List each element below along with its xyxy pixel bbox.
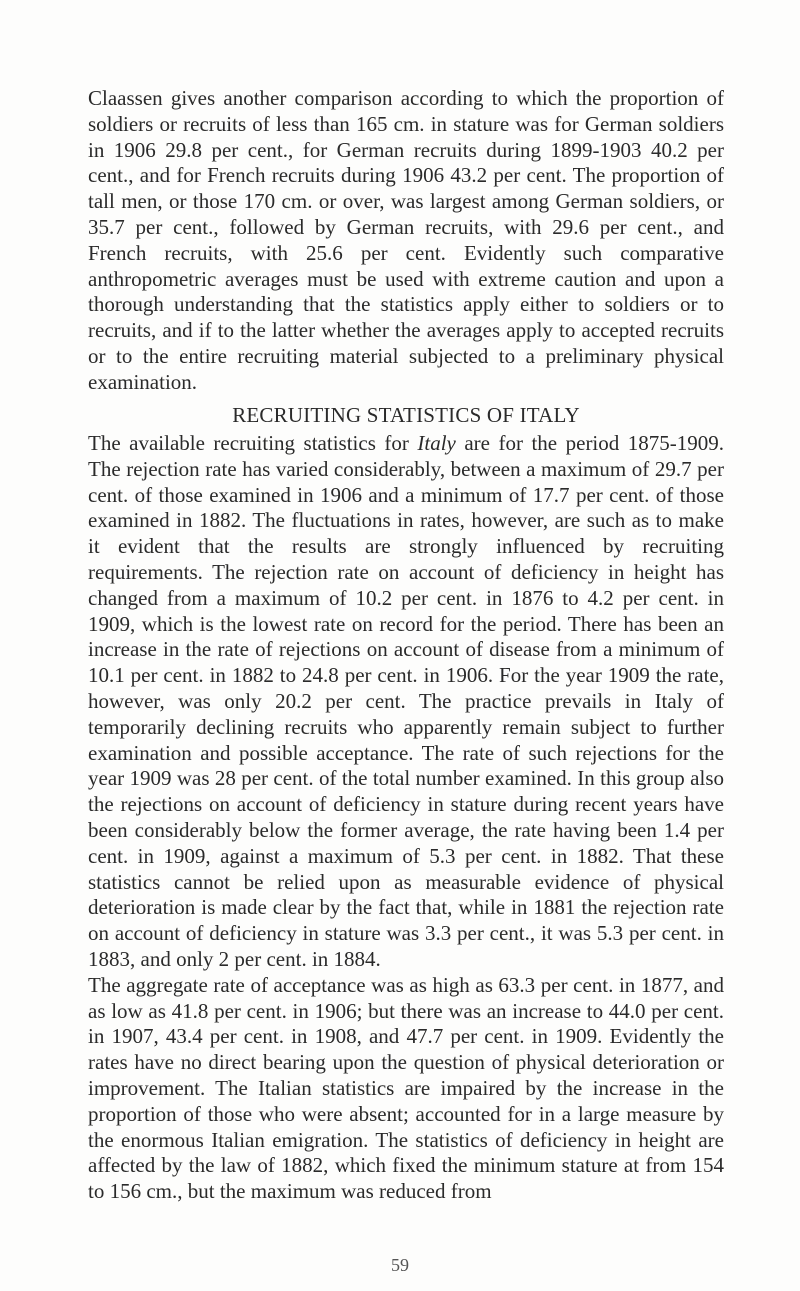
paragraph-text: Claassen gives another comparison according to which the proportion of soldiers or recruits of less than 165 cm. in stature was for German soldiers in 1906 29.8 per cent., for German recruits during 1899-1903 40.2 per cent., and for French recruits during 1906 43.2 per cent. The proportion of tall men, or those 170 cm. or over, was largest among German soldiers, or 35.7 per cent., followed by German recruits, with 29.6 per cent., and French recruits, with 25.6 per cent. Evidently such comparative anthropometric averages must be used with extreme caution and upon a thorough understanding that the statistics apply either to soldiers or to recruits, and if to the latter whether the averages apply to accepted recruits or to the entire recruiting material subjected to a preliminary physical examination. bbox=[88, 86, 724, 394]
paragraph-acceptance-rate: The aggregate rate of acceptance was as high as 63.3 per cent. in 1877, and as low as 41.8 per cent. in 1906; but there was an increase to 44.0 per cent. in 1907, 43.4 per cent. in 1908, and 47.7 per cent. in 1909. Evidently the rates have no direct bearing upon the question of physical deterioration or improvement. The Italian statistics are impaired by the increase in the proportion of those who were absent; accounted for in a large measure by the enormous Italian emigration. The statistics of deficiency in height are affected by the law of 1882, which fixed the minimum stature at from 154 to 156 cm., but the maximum was reduced from bbox=[88, 972, 724, 1204]
paragraph-text bbox=[88, 431, 724, 973]
paragraph-text-start: The available recruiting statistics for bbox=[88, 431, 418, 455]
paragraph-claassen-comparison bbox=[88, 86, 724, 396]
italic-country-name: Italy bbox=[417, 431, 456, 455]
paragraph-italy-statistics bbox=[88, 431, 724, 1205]
section-heading: RECRUITING STATISTICS OF ITALY bbox=[232, 403, 580, 427]
page-number: 59 bbox=[391, 1255, 409, 1275]
paragraph-text-rest: are for the period 1875-1909. The rejection rate has varied considerably, between a maximum of 29.7 per cent. of those examined in 1906 and a minimum of 17.7 per cent. of those examined in 1882. The fluctuations in rates, however, are such as to make it evident that the results are strongly influenced by recruiting requirements. The rejection rate on account of deficiency in height has changed from a maximum of 10.2 per cent. in 1876 to 4.2 per cent. in 1909, which is the lowest rate on record for the period. There has been an increase in the rate of rejections on account of disease from a minimum of 10.1 per cent. in 1882 to 24.8 per cent. in 1906. For the year 1909 the rate, however, was only 20.2 per cent. The practice prevails in Italy of temporarily declining recruits who apparently remain subject to further examination and possible acceptance. The rate of such rejections for the year 1909 was 28 per cent. of the total number examined. In this group also the rejections on account of deficiency in stature during recent years have been considerably below the former average, the rate having been 1.4 per cent. in 1909, against a maximum of 5.3 per cent. in 1882. That these statistics cannot be relied upon as measurable evidence of physical deterioration is made clear by the fact that, while in 1881 the rejection rate on account of deficiency in stature was 3.3 per cent., it was 5.3 per cent. in 1883, and only 2 per cent. in 1884. bbox=[88, 431, 725, 971]
